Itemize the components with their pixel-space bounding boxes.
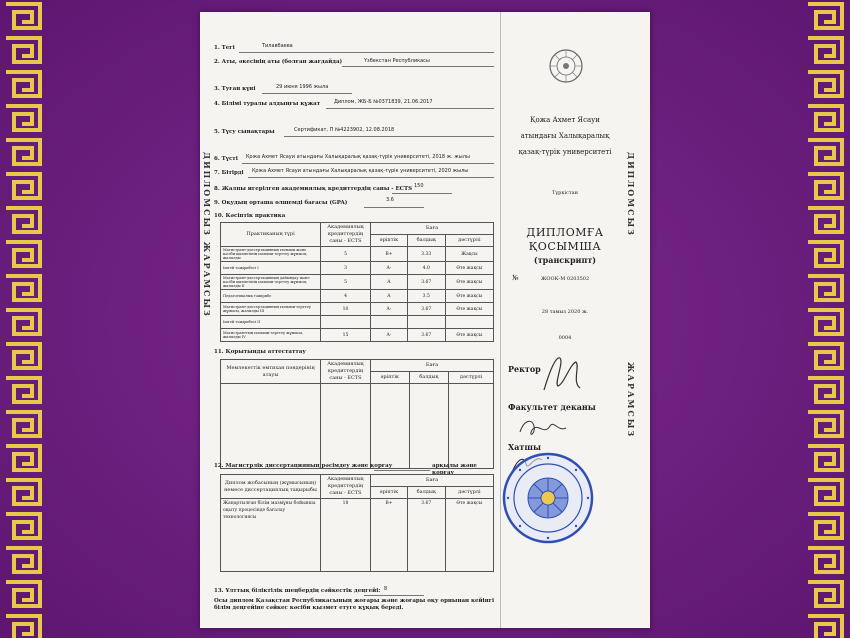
final-attestation-table: Мемлекеттік емтихан пәндерінің атауы Академиялық кредиттердің саны - ECTS Баға әріптік балдық дәстүрлі — [220, 359, 494, 469]
practice-cell-credits: 3 — [321, 262, 371, 275]
practice-cell-credits: 15 — [321, 329, 371, 342]
practice-cell-credits — [321, 316, 371, 329]
practice-cell-points: 3.67 — [407, 303, 445, 316]
greek-key-border-left — [0, 0, 48, 638]
practice-cell-letter: A- — [371, 262, 408, 275]
vertical-stamp-text-left: ДИПЛОМСЫЗ ЖАРАМСЫЗ — [202, 152, 212, 318]
practice-cell-points: 3.67 — [407, 329, 445, 342]
practice-col-traditional: дәстүрлі — [445, 235, 493, 247]
university-name-line1: Қожа Ахмет Ясауи — [530, 116, 600, 124]
practice-cell-name: Педагогикалық тәжірибе — [221, 290, 321, 303]
practice-cell-name: Іштей тәжірибесі I — [221, 262, 321, 275]
practice-cell-letter — [371, 316, 408, 329]
issue-date: 28 тамыз 2020 ж. — [541, 309, 589, 315]
practice-cell-letter: B+ — [371, 247, 408, 262]
dean-signature — [514, 412, 574, 444]
field-surname: 1. Тегі Тилавбаева — [214, 45, 494, 52]
field-graduated: 7. Бітірді Қожа Ахмет Ясауи атындағы Халықаралық қазақ-түрік университеті, 2020 жылы — [214, 170, 494, 177]
university-name-line2: атындағы Халықаралық — [520, 132, 610, 140]
table-row: Жаңартылған білім мазмұны бойынша оқыту процесінде бағалау технологиясы 18 B+ 3.67 Өте жақсы — [221, 499, 494, 572]
table-row — [221, 316, 494, 329]
practice-cell-points: 3.67 — [407, 275, 445, 290]
practice-cell-letter: A — [371, 290, 408, 303]
rector-signature — [536, 350, 586, 396]
university-blue-stamp — [502, 452, 594, 544]
vertical-stamp-text-right-bottom: ЖАРАМСЫЗ — [626, 362, 636, 439]
section-13: 13. Ұлттық біліктілік шеңбердің сәйкестік деңгейі: 8 — [214, 588, 494, 595]
practice-cell-trad: Өте жақсы — [445, 329, 493, 342]
table-row — [221, 262, 494, 275]
practice-cell-credits: 10 — [321, 303, 371, 316]
practice-cell-trad: Өте жақсы — [445, 275, 493, 290]
kazakhstan-emblem-icon — [548, 48, 584, 84]
practice-cell-points: 3.5 — [407, 290, 445, 303]
practice-cell-letter: A — [371, 275, 408, 290]
practice-cell-trad: Өте жақсы — [445, 290, 493, 303]
section-10-title: 10. Кәсіптік практика — [214, 213, 286, 219]
diploma-supplement-document — [200, 12, 650, 628]
field-gpa: 9. Оқудың орташа өлшемді бағасы (GPA) 3.6 — [214, 200, 494, 207]
practice-cell-credits: 4 — [321, 290, 371, 303]
page-fold-divider — [500, 12, 501, 628]
practice-cell-letter: A- — [371, 303, 408, 316]
field-name-patronymic: 2. Аты, әкесінің аты (болған жағдайда) Үзбекстан Республикасы — [214, 59, 494, 66]
section-13-note: Осы диплом Қазақстан Республикасының жоғары және жоғары оқу орнынан кейінгі білім деңгейіне сәйкес кәсіби қызмет етуге құқық береді. — [214, 598, 495, 611]
practice-cell-letter: A- — [371, 329, 408, 342]
practice-cell-name: Магистранттың ғылыми-зерттеу жұмысы, жазылды IV — [221, 329, 321, 342]
practice-col-grade: Баға — [371, 223, 494, 235]
doc-number-label: № — [512, 274, 519, 282]
practice-cell-name: Магистрант-диссертацияның дайындау және кәсіби қызметінің ғылыми-зерттеу жұмысы, жазылды II — [221, 275, 321, 290]
table-row — [221, 275, 494, 290]
table-row — [221, 329, 494, 342]
title-line2: ҚОСЫМША — [528, 240, 602, 253]
secretary-label: Хатшы — [508, 442, 541, 452]
field-entrance-exams: 5. Түсу сынақтары Сертификат, П №4223902, 12.08.2018 — [214, 129, 494, 136]
practice-cell-trad: Өте жақсы — [445, 262, 493, 275]
title-line3: (транскрипт) — [533, 255, 597, 265]
doc-number-value: ЖООК-М 0203502 — [540, 276, 590, 282]
practice-table — [220, 222, 494, 342]
practice-cell-credits: 5 — [321, 275, 371, 290]
field-admitted: 6. Түсті Қожа Ахмет Ясауи атындағы Халықаралық қазақ-түрік университеті, 2018 ж. жылы — [214, 156, 494, 163]
registration-number: 0004 — [558, 335, 572, 341]
table-row — [221, 384, 494, 469]
practice-cell-points: 4.0 — [407, 262, 445, 275]
field-birth-date: 3. Туған күні 29 июня 1996 жыла — [214, 86, 494, 93]
section-12-heading: 12. Магистрлік диссертацияның рәсімдеу және қорғау арқылы және қорғау — [214, 463, 477, 476]
greek-key-border-right — [802, 0, 850, 638]
rector-label: Ректор — [508, 364, 541, 374]
practice-cell-name: Магистрант-диссертацияның ғылыми-зерттеу жұмысы, жазылды III — [221, 303, 321, 316]
table-row — [221, 303, 494, 316]
practice-cell-trad: Өте жақсы — [445, 303, 493, 316]
practice-cell-points — [407, 316, 445, 329]
practice-col-credits: Академиялық кредиттердің саны - ECTS — [321, 223, 371, 247]
vertical-stamp-text-right-top: ДИПЛОМСЫЗ — [626, 152, 636, 237]
practice-col-type: Практиканың түрі — [221, 223, 321, 247]
dean-label: Факультет деканы — [508, 402, 596, 412]
table-row — [221, 247, 494, 262]
title-line1: ДИПЛОМҒА — [526, 226, 604, 239]
practice-col-points: балдық — [407, 235, 445, 247]
practice-col-letter: әріптік — [371, 235, 408, 247]
practice-cell-credits: 5 — [321, 247, 371, 262]
practice-cell-trad: Жақсы — [445, 247, 493, 262]
dissertation-table: Диплом жобасының (жұмысының) немесе диссертациялық тақырыбы Академиялық кредиттердің саны - ECTS Баға әріптік балдық дәстүрлі Жаңартылған білім мазмұны бойынша оқыту процесінде бағалау технологиясы 18 B+ 3.67 Өте жақсы — [220, 474, 494, 572]
field-total-credits: 8. Жалпы игерілген академиялық кредиттердің саны - ECTS 150 — [214, 186, 494, 193]
practice-cell-trad — [445, 316, 493, 329]
table-row — [221, 290, 494, 303]
university-name-line3: қазақ-түрік университеті — [518, 148, 612, 156]
practice-cell-name: Магистрант-диссертацияның ғылыми және кәсіби қызметінің ғылыми-зерттеу жұмысы, жазылды — [221, 247, 321, 262]
practice-cell-name: Іштей тәжірибесі II — [221, 316, 321, 329]
field-previous-education: 4. Білімі туралы алдыңғы құжат Диплом, ЖБ-Б №0371839, 21.06.2017 — [214, 101, 494, 108]
city: Түркістан — [552, 190, 578, 196]
practice-cell-points: 3.33 — [407, 247, 445, 262]
section-11-title: 11. Қорытынды аттестаттау — [214, 349, 306, 355]
